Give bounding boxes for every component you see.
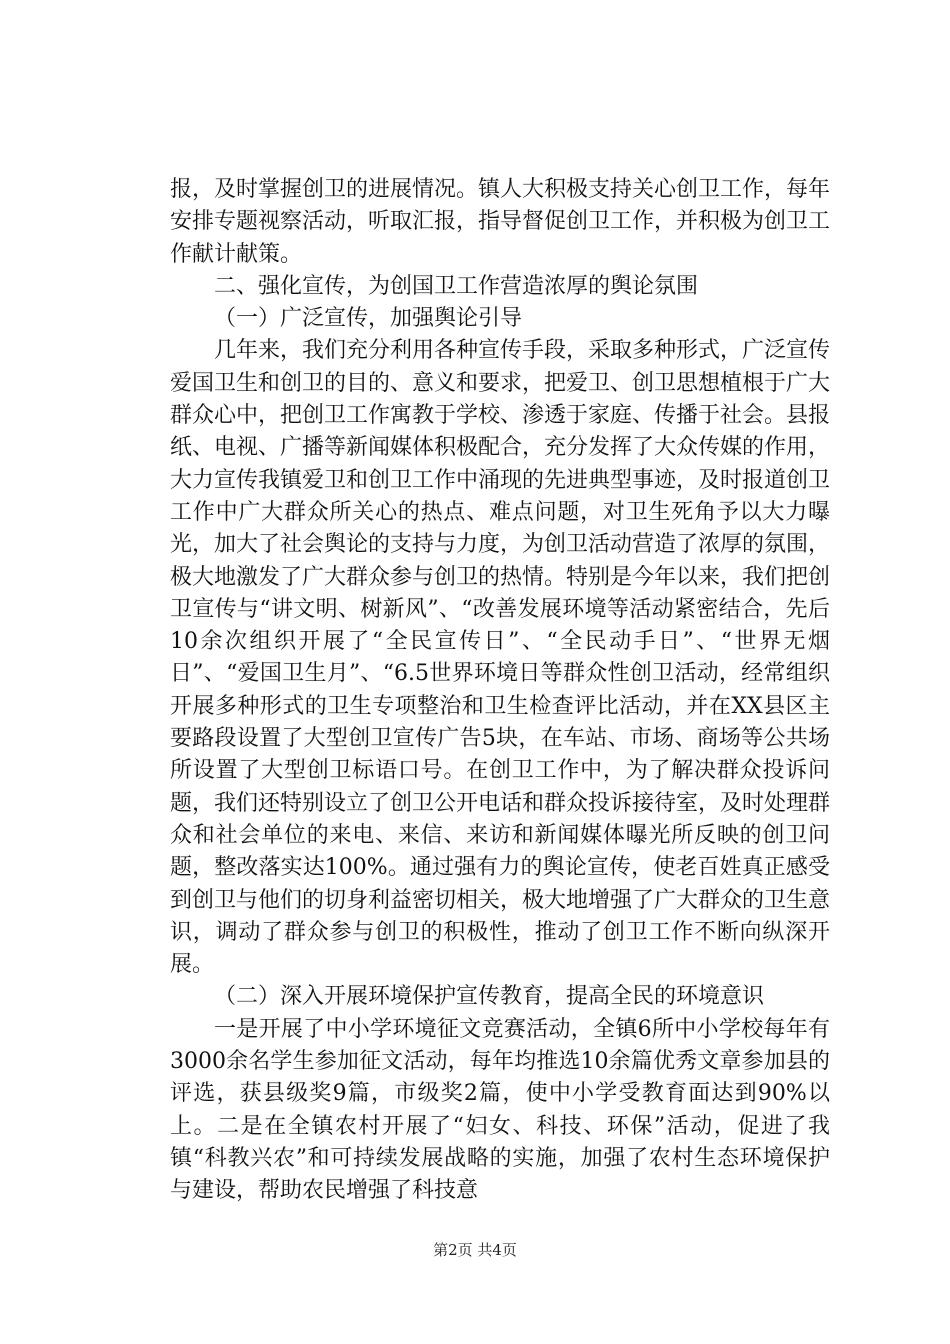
- paragraph-education: 一是开展了中小学环境征文竞赛活动，全镇6所中小学校每年有3000余名学生参加征文活动，每年均推选10余篇优秀文章参加县的评选，获县级奖9篇，市级奖2篇，使中小学受教育面达到90%以上。二是在全镇农村开展了“妇女、科技、环保”活动，促进了我镇“科教兴农”和可持续发展战略的实施，加强了农村生态环境保护与建设，帮助农民增强了科技意: [170, 1016, 830, 1204]
- subsection-heading-1: （一）广泛宣传，加强舆论引导: [214, 306, 523, 332]
- paragraph-continuation: 报，及时掌握创卫的进展情况。镇人大积极支持关心创卫工作，每年安排专题视察活动，听取汇报，指导督促创卫工作，并积极为创卫工作献计献策。: [170, 177, 831, 267]
- page-number-footer: 第2页 共4页: [433, 1241, 517, 1259]
- section-heading-2: 二、强化宣传，为创国卫工作营造浓厚的舆论氛围: [214, 273, 699, 299]
- paragraph-publicity: 几年来，我们充分利用各种宣传手段，采取多种形式，广泛宣传爱国卫生和创卫的目的、意义和要求，把爱卫、创卫思想植根于广大群众心中，把创卫工作寓教于学校、渗透于家庭、传播于社会。县报纸、电视、广播等新闻媒体积极配合，充分发挥了大众传媒的作用，大力宣传我镇爱卫和创卫工作中涌现的先进典型事迹，及时报道创卫工作中广大群众所关心的热点、难点问题，对卫生死角予以大力曝光，加大了社会舆论的支持与力度，为创卫活动营造了浓厚的氛围，极大地激发了广大群众参与创卫的热情。特别是今年以来，我们把创卫宣传与“讲文明、树新风”、“改善发展环境等活动紧密结合，先后10余次组织开展了“全民宣传日”、“全民动手日”、“世界无烟日”、“爱国卫生月”、“6.5世界环境日等群众性创卫活动，经常组织开展多种形式的卫生专项整治和卫生检查评比活动，并在XX县区主要路段设置了大型创卫宣传广告5块，在车站、市场、商场等公共场所设置了大型创卫标语口号。在创卫工作中，为了解决群众投诉问题，我们还特别设立了创卫公开电话和群众投诉接待室，及时处理群众和社会单位的来电、来信、来访和新闻媒体曝光所反映的创卫问题，整改落实达100%。通过强有力的舆论宣传，使老百姓真正感受到创卫与他们的切身利益密切相关，极大地增强了广大群众的卫生意识，调动了群众参与创卫的积极性，推动了创卫工作不断向纵深开展。: [170, 338, 831, 978]
- subsection-heading-2: （二）深入开展环境保护宣传教育，提高全民的环境意识: [214, 984, 765, 1010]
- body-text: [170, 174, 830, 1208]
